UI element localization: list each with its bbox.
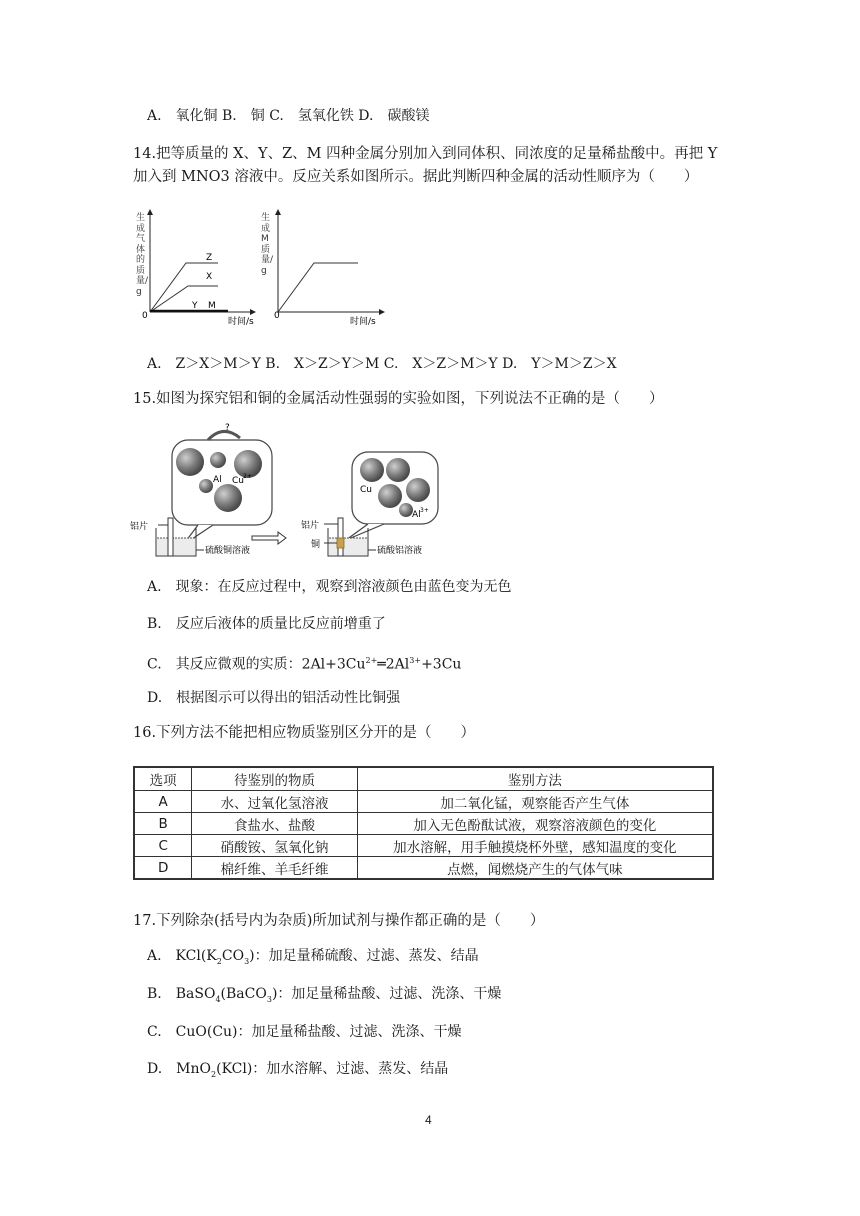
lbl-copper: 铜 (311, 540, 321, 550)
q15-option-d: D. 根据图示可以得出的铝活动性比铜强 (147, 690, 401, 706)
q14-stem-line2: 加入到 MNO3 溶液中。反应关系如图所示。据此判断四种金属的活动性顺序为（ ） (133, 169, 699, 185)
lbl-solution-1: 硫酸铜溶液 (205, 546, 251, 556)
chart1-origin: 0 (142, 311, 148, 321)
left-al-label: Al (213, 475, 222, 485)
q17-option-c: C. CuO(Cu)：加足量稀盐酸、过滤、洗涤、干燥 (147, 1024, 462, 1040)
q15-option-c: C. 其反应微观的实质：$2Al+3Cu^{2+}═2Al^{3+}+3Cu$ (147, 656, 462, 673)
table-row: C 硝酸铵、氢氧化钠 加水溶解，用手触摸烧杯外壁，感知温度的变化 (134, 835, 713, 857)
table-header: 待鉴别的物质 (192, 767, 357, 791)
q14-options: A. Z＞X＞M＞Y B. X＞Z＞Y＞M C. X＞Z＞M＞Y D. Y＞M＞Z＞X (147, 356, 617, 372)
svg-text:3+: 3+ (420, 507, 429, 514)
q15-option-b: B. 反应后液体的质量比反应前增重了 (147, 616, 386, 632)
al-sheet-1 (168, 518, 173, 556)
chart2-xlabel: 时间/s (350, 317, 376, 327)
right-al-label: Al (412, 510, 421, 520)
table-row: B 食盐水、盐酸 加入无色酚酞试液，观察溶液颜色的变化 (134, 813, 713, 835)
q17-option-b: B. BaSO$_4$(BaCO$_3$)：加足量稀盐酸、过滤、洗涤、干燥 (147, 986, 502, 1004)
left-al-atom (176, 448, 204, 476)
lbl-al-sheet-2: 铝片 (301, 521, 320, 531)
right-cu-label: Cu (360, 485, 372, 495)
q17-stem: 17.下列除杂(括号内为杂质)所加试剂与操作都正确的是（ ） (133, 913, 545, 929)
chart1-label-m: M (208, 301, 216, 311)
page-number: 4 (425, 1113, 432, 1127)
table-row: D 棉纤维、羊毛纤维 点燃，闻燃烧产生的气体气味 (134, 857, 713, 880)
q16-stem: 16.下列方法不能把相应物质鉴别区分开的是（ ） (133, 725, 476, 741)
table-row: A 水、过氧化氢溶液 加二氧化锰，观察能否产生气体 (134, 791, 713, 813)
question-arrow (208, 431, 240, 440)
q14-chart-gas (128, 205, 258, 330)
q15-option-a: A. 现象：在反应过程中，观察到溶液颜色由蓝色变为无色 (147, 579, 512, 595)
left-cu-ion (214, 484, 242, 512)
table-header-row (134, 767, 713, 791)
q13-options: A. 氧化铜 B. 铜 C. 氢氧化铁 D. 碳酸镁 (147, 108, 430, 124)
chart2-origin: 0 (274, 311, 280, 321)
q14-chart-m (262, 205, 387, 330)
chart1-label-y: Y (192, 301, 198, 311)
copper-deposit (337, 538, 344, 548)
svg-text:2+: 2+ (243, 473, 252, 480)
right-cu-atom (360, 458, 384, 482)
chart1-ylabel: 生成气体的质量/g (136, 213, 149, 297)
chart1-label-x: X (206, 272, 213, 282)
right-al-ion (399, 503, 413, 517)
chart2-line-m (278, 263, 358, 312)
q15-stem: 15.如图为探究铝和铜的金属活动性强弱的实验如图，下列说法不正确的是（ ） (133, 391, 664, 407)
chart1-xlabel: 时间/s (228, 317, 254, 327)
chart2-ylabel: 生成M质量/g (261, 213, 274, 276)
table-header: 鉴别方法 (357, 767, 713, 791)
al-sheet-2 (338, 518, 343, 556)
process-arrow (252, 532, 286, 544)
q14-stem-line1: 14.把等质量的 X、Y、Z、M 四种金属分别加入到同体积、同浓度的足量稀盐酸中。再把 Y (133, 146, 718, 162)
question-mark: ? (225, 423, 230, 433)
chart1-label-z: Z (206, 253, 213, 263)
lbl-al-sheet-1: 铝片 (130, 522, 149, 532)
q15-diagram (128, 420, 443, 560)
table-header: 选项 (134, 767, 192, 791)
left-cu-label: Cu (232, 476, 244, 486)
lbl-solution-2: 硫酸铝溶液 (377, 546, 423, 556)
q16-table (133, 766, 714, 880)
q17-option-d: D. MnO$_2$(KCl)：加水溶解、过滤、蒸发、结晶 (147, 1061, 449, 1079)
q17-option-a: A. $KCl(K_2CO_3)$：加足量稀硫酸、过滤、蒸发、结晶 (147, 948, 479, 966)
